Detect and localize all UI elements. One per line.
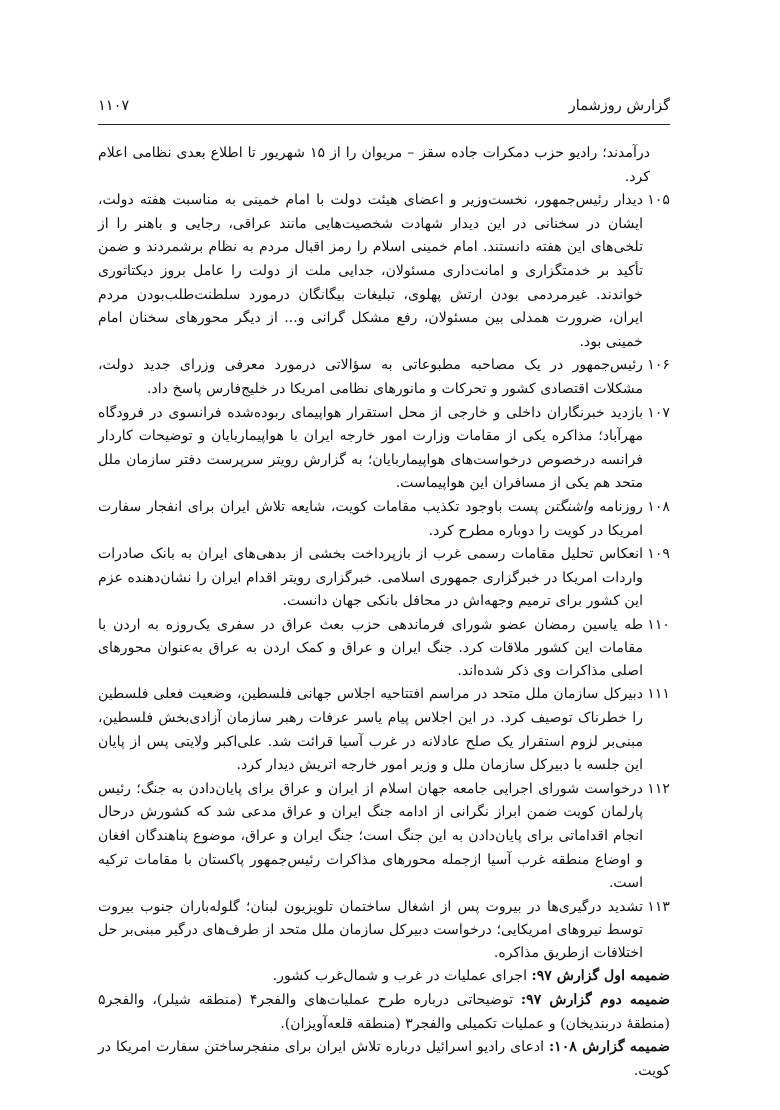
annex-text: توضیحاتی درباره طرح عملیات‌های والفجر۴ (منطقه شیلر)، والفجر۵ (منطقهٔ دربندیخان) و عملیات تکمیلی والفجر۳ (منطقه قلعه‌آویزان). [98, 992, 670, 1032]
annex-label: ضمیمه گزارش ۱۰۸: [548, 1039, 670, 1056]
item-number: ۱۰۵ [647, 192, 670, 209]
item-number: ۱۰۸ [647, 498, 670, 515]
item-number: ۱۰۷ [647, 404, 670, 421]
newspaper-name: واشنگتن [544, 498, 594, 515]
report-item-108 [98, 496, 670, 543]
item-text: درخواست شورای اجرایی جامعه جهان اسلام از ایران و عراق برای پایان‌دادن به جنگ؛ رئیس پارلمان کویت ضمن ابراز نگرانی از ادامه جنگ ایران و عراق مدعی شد که کشورش درحال انجام اقداماتی برای پایان‌دادن به این جنگ است؛ جنگ ایران و عراق، موضوع پناهندگان افغان و اوضاع منطقه غرب آسیا ازجمله محورهای مذاکرات رئیس‌جمهور پاکستان با مقامات ترکیه است. [98, 780, 643, 892]
item-number: ۱۱۳ [647, 898, 670, 915]
continued-paragraph: درآمدند؛ رادیو حزب دمکرات جاده سقز – مریوان را از ۱۵ شهریور تا اطلاع بعدی نظامی اعلام کرد. [98, 145, 650, 185]
item-number: ۱۱۱ [647, 686, 670, 703]
item-text: دبیرکل سازمان ملل متحد در مراسم افتتاحیه اجلاس جهانی فلسطین، وضعیت فعلی فلسطین را خطرناک توصیف کرد. در این اجلاس پیام یاسر عرفات رهبر سازمان آزادی‌بخش فلسطین، مبنی‌بر لزوم استقرار یک صلح عادلانه در غرب آسیا قرائت شد. علی‌اکبر ولایتی پس از پایان این جلسه با دبیرکل سازمان ملل و وزیر امور خارجه اتریش دیدار کرد. [98, 686, 643, 774]
item-number: ۱۰۶ [647, 357, 670, 374]
report-item-109 [98, 543, 670, 614]
page-number: ۱۱۰۷ [98, 98, 130, 114]
item-text: انعکاس تحلیل مقامات رسمی غرب از بازپرداخت بخشی از بدهی‌های ایران به بانک صادرات واردات امریکا در خبرگزاری جمهوری اسلامی. خبرگزاری رویتر اقدام ایران را نشان‌دهنده عزم این کشور برای ترمیم وجهه‌اش در محافل بانکی جهان دانست. [98, 546, 643, 610]
item-number: ۱۱۲ [647, 780, 670, 797]
report-item-112 [98, 778, 670, 896]
item-text: رئیس‌جمهور در یک مصاحبه مطبوعاتی به سؤالاتی درمورد معرفی وزرای جدید دولت، مشکلات اقتصادی کشور و تحرکات و مانورهای نظامی امریکا در خلیج‌فارس پاسخ داد. [98, 357, 643, 397]
report-item-106 [98, 354, 670, 401]
item-text: طه یاسین رمضان عضو شورای فرماندهی حزب بعث عراق در سفری یک‌روزه به اردن با مقامات این کشور ملاقات کرد. جنگ ایران و عراق و کمک اردن به عراق به‌عنوان محورهای اصلی مذاکرات وی ذکر شده‌اند. [98, 616, 643, 680]
annex-text: اجرای عملیات در غرب و شمال‌غرب کشور. [272, 968, 532, 985]
item-number: ۱۰۹ [647, 546, 670, 563]
report-item-110 [98, 614, 670, 684]
item-text: تشدید درگیری‌ها در بیروت پس از اشغال ساختمان تلویزیون لبنان؛ گلوله‌باران جنوب بیروت توسط نیروهای امریکایی؛ درخواست دبیرکل سازمان ملل متحد از طرف‌های درگیر مبنی‌بر حل اختلافات ازطریق مذاکره. [98, 898, 643, 962]
report-item-113 [98, 896, 670, 966]
annex-2-report-97 [98, 989, 670, 1036]
report-item-111 [98, 683, 670, 777]
running-header [98, 94, 670, 118]
report-item-105 [98, 189, 670, 354]
running-title: گزارش روزشمار [568, 98, 670, 114]
document-body [98, 142, 670, 1083]
item-text [98, 496, 643, 543]
annex-report-108 [98, 1036, 670, 1083]
annex-label: ضمیمه اول گزارش ۹۷: [531, 968, 670, 985]
item-text: بازدید خبرنگاران داخلی و خارجی از محل استقرار هواپیمای ربوده‌شده فرانسوی در فرودگاه مهرآباد؛ مذاکره یکی از مقامات وزارت امور خارجه ایران با هواپیماربایان و توضیحات کاردار فرانسه درخصوص درخواست‌های هواپیماربایان؛ به گزارش رویتر سرپرست دفتر سازمان ملل متحد هم یکی از مسافران این هواپیماست. [98, 404, 643, 492]
item-number: ۱۱۰ [647, 616, 670, 633]
item-text-after: پست باوجود تکذیب مقامات کویت، شایعه تلاش ایران برای انفجار سفارت امریکا در کویت را دوباره مطرح کرد. [98, 498, 643, 539]
annex-text: ادعای رادیو اسرائیل درباره تلاش ایران برای منفجرساختن سفارت امریکا در کویت. [98, 1039, 670, 1079]
item-text: دیدار رئیس‌جمهور، نخست‌وزیر و اعضای هیئت دولت با امام خمینی به مناسبت هفته دولت، ایشان در سخنانی در این دیدار شهادت شخصیت‌هایی مانند عراقی، رجایی و باهنر را از تلخی‌های این هفته دانستند. امام خمینی اسلام را رمز اقبال مردم به نظام برشمردند و ضمن تأکید بر خدمتگزاری و امانت‌داری مسئولان، جدایی ملت از دولت را عامل بروز دیکتاتوری خواندند. غیرمردمی بودن ارتش پهلوی، تبلیغات بیگانگان درمورد سلطنت‌طلب‌بودن مردم ایران، ضرورت همدلی بین مسئولان، رفع مشکل گرانی و... از دیگر محورهای سخنان امام خمینی بود. [98, 192, 643, 350]
header-divider [98, 124, 670, 125]
report-item-107 [98, 402, 670, 496]
annex-label: ضمیمه دوم گزارش ۹۷: [520, 992, 670, 1009]
item-text-before: روزنامه [593, 498, 643, 515]
annex-1-report-97 [98, 965, 670, 989]
